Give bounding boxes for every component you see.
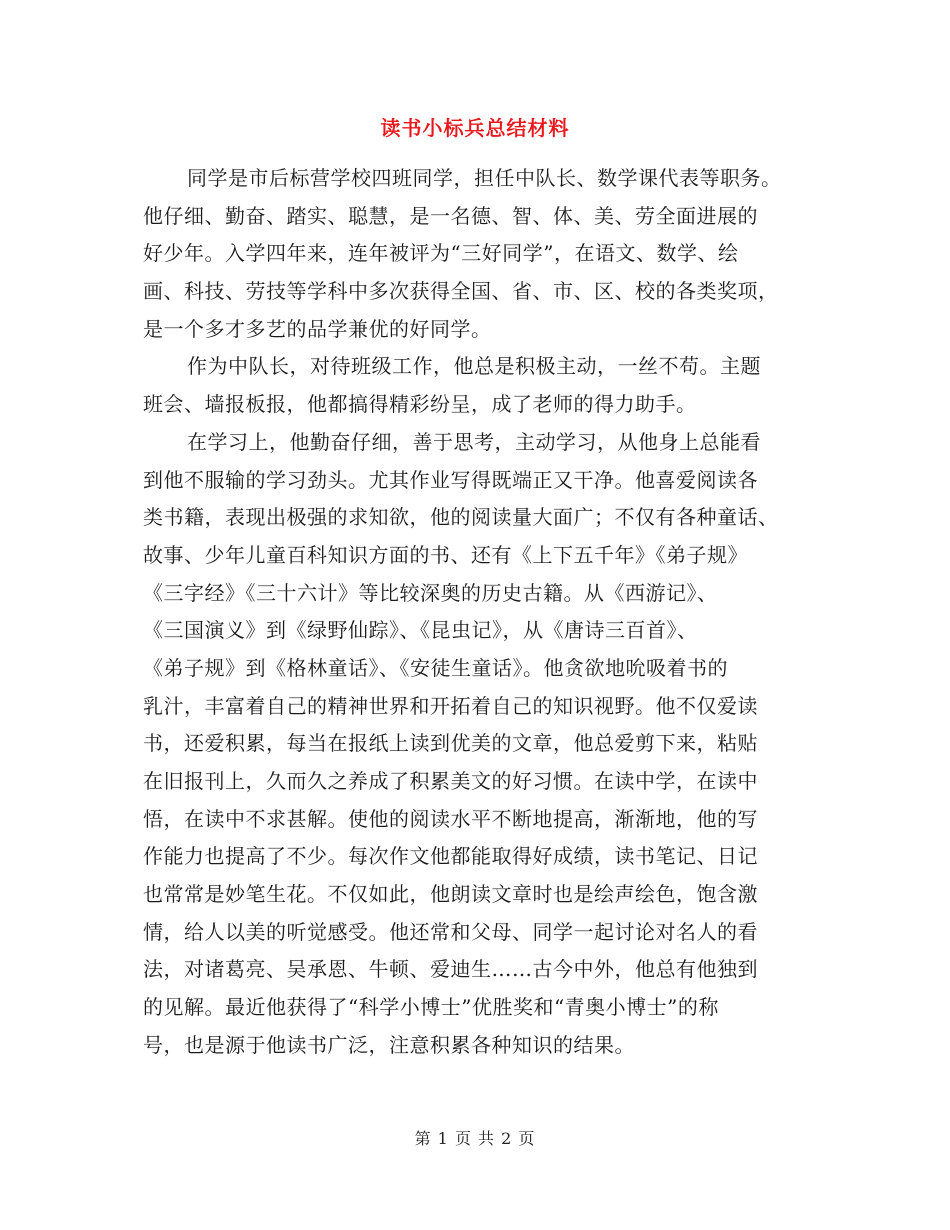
body-line: 同学是市后标营学校四班同学，担任中队长、数学课代表等职务。: [187, 166, 782, 190]
page-number-footer: 第 1 页 共 2 页: [414, 1129, 536, 1148]
body-line: 乳汁，丰富着自己的精神世界和开拓着自己的知识视野。他不仅爱读: [143, 693, 758, 718]
body-line: 到他不服输的学习劲头。尤其作业写得既端正又干净。他喜爱阅读各: [143, 467, 758, 492]
body-line: 在学习上，他勤奋仔细，善于思考，主动学习，从他身上总能看: [187, 429, 761, 454]
body-line: 《三国演义》到《绿野仙踪》、《昆虫记》，从《唐诗三百首》、: [143, 618, 698, 643]
body-line: 是一个多才多艺的品学兼优的好同学。: [143, 316, 492, 341]
body-line: 的见解。最近他获得了“科学小博士”优胜奖和“青奥小博士”的称: [143, 995, 719, 1020]
body-line: 类书籍，表现出极强的求知欲，他的阅读量大面广；不仅有各种童话、: [143, 505, 779, 530]
body-line: 号，也是源于他读书广泛，注意积累各种知识的结果。: [143, 1032, 635, 1057]
body-line: 好少年。入学四年来，连年被评为“三好同学”，在语文、数学、绘: [143, 241, 739, 266]
body-line: 《三字经》《三十六计》等比较深奥的历史古籍。从《西游记》、: [143, 580, 718, 605]
document-body: [143, 160, 809, 1065]
body-line: 情，给人以美的听觉感受。他还常和父母、同学一起讨论对名人的看: [143, 919, 758, 944]
body-line: 班会、墙报板报，他都搞得精彩纷呈，成了老师的得力助手。: [143, 392, 697, 417]
body-line: 故事、少年儿童百科知识方面的书、还有《上下五千年》《弟子规》: [143, 542, 748, 567]
body-line: 书，还爱积累，每当在报纸上读到优美的文章，他总爱剪下来，粘贴: [143, 731, 758, 756]
document-title: 读书小标兵总结材料: [380, 116, 570, 140]
body-line: 作能力也提高了不少。每次作文他都能取得好成绩，读书笔记、日记: [143, 844, 758, 869]
body-line: 画、科技、劳技等学科中多次获得全国、省、市、区、校的各类奖项，: [143, 279, 779, 304]
body-line: 在旧报刊上，久而久之养成了积累美文的好习惯。在读中学，在读中: [143, 769, 758, 793]
body-line: 作为中队长，对待班级工作，他总是积极主动，一丝不苟。主题: [187, 354, 761, 379]
body-line: 《弟子规》到《格林童话》、《安徒生童话》。他贪欲地吮吸着书的: [143, 655, 728, 680]
body-line: 他仔细、勤奋、踏实、聪慧，是一名德、智、体、美、劳全面进展的: [143, 203, 758, 228]
body-line: 悟，在读中不求甚解。使他的阅读水平不断地提高，渐渐地，他的写: [143, 806, 758, 831]
body-line: 也常常是妙笔生花。不仅如此，他朗读文章时也是绘声绘色，饱含激: [143, 882, 758, 907]
body-line: 法，对诸葛亮、吴承恩、牛顿、爱迪生……古今中外，他总有他独到: [143, 957, 758, 982]
